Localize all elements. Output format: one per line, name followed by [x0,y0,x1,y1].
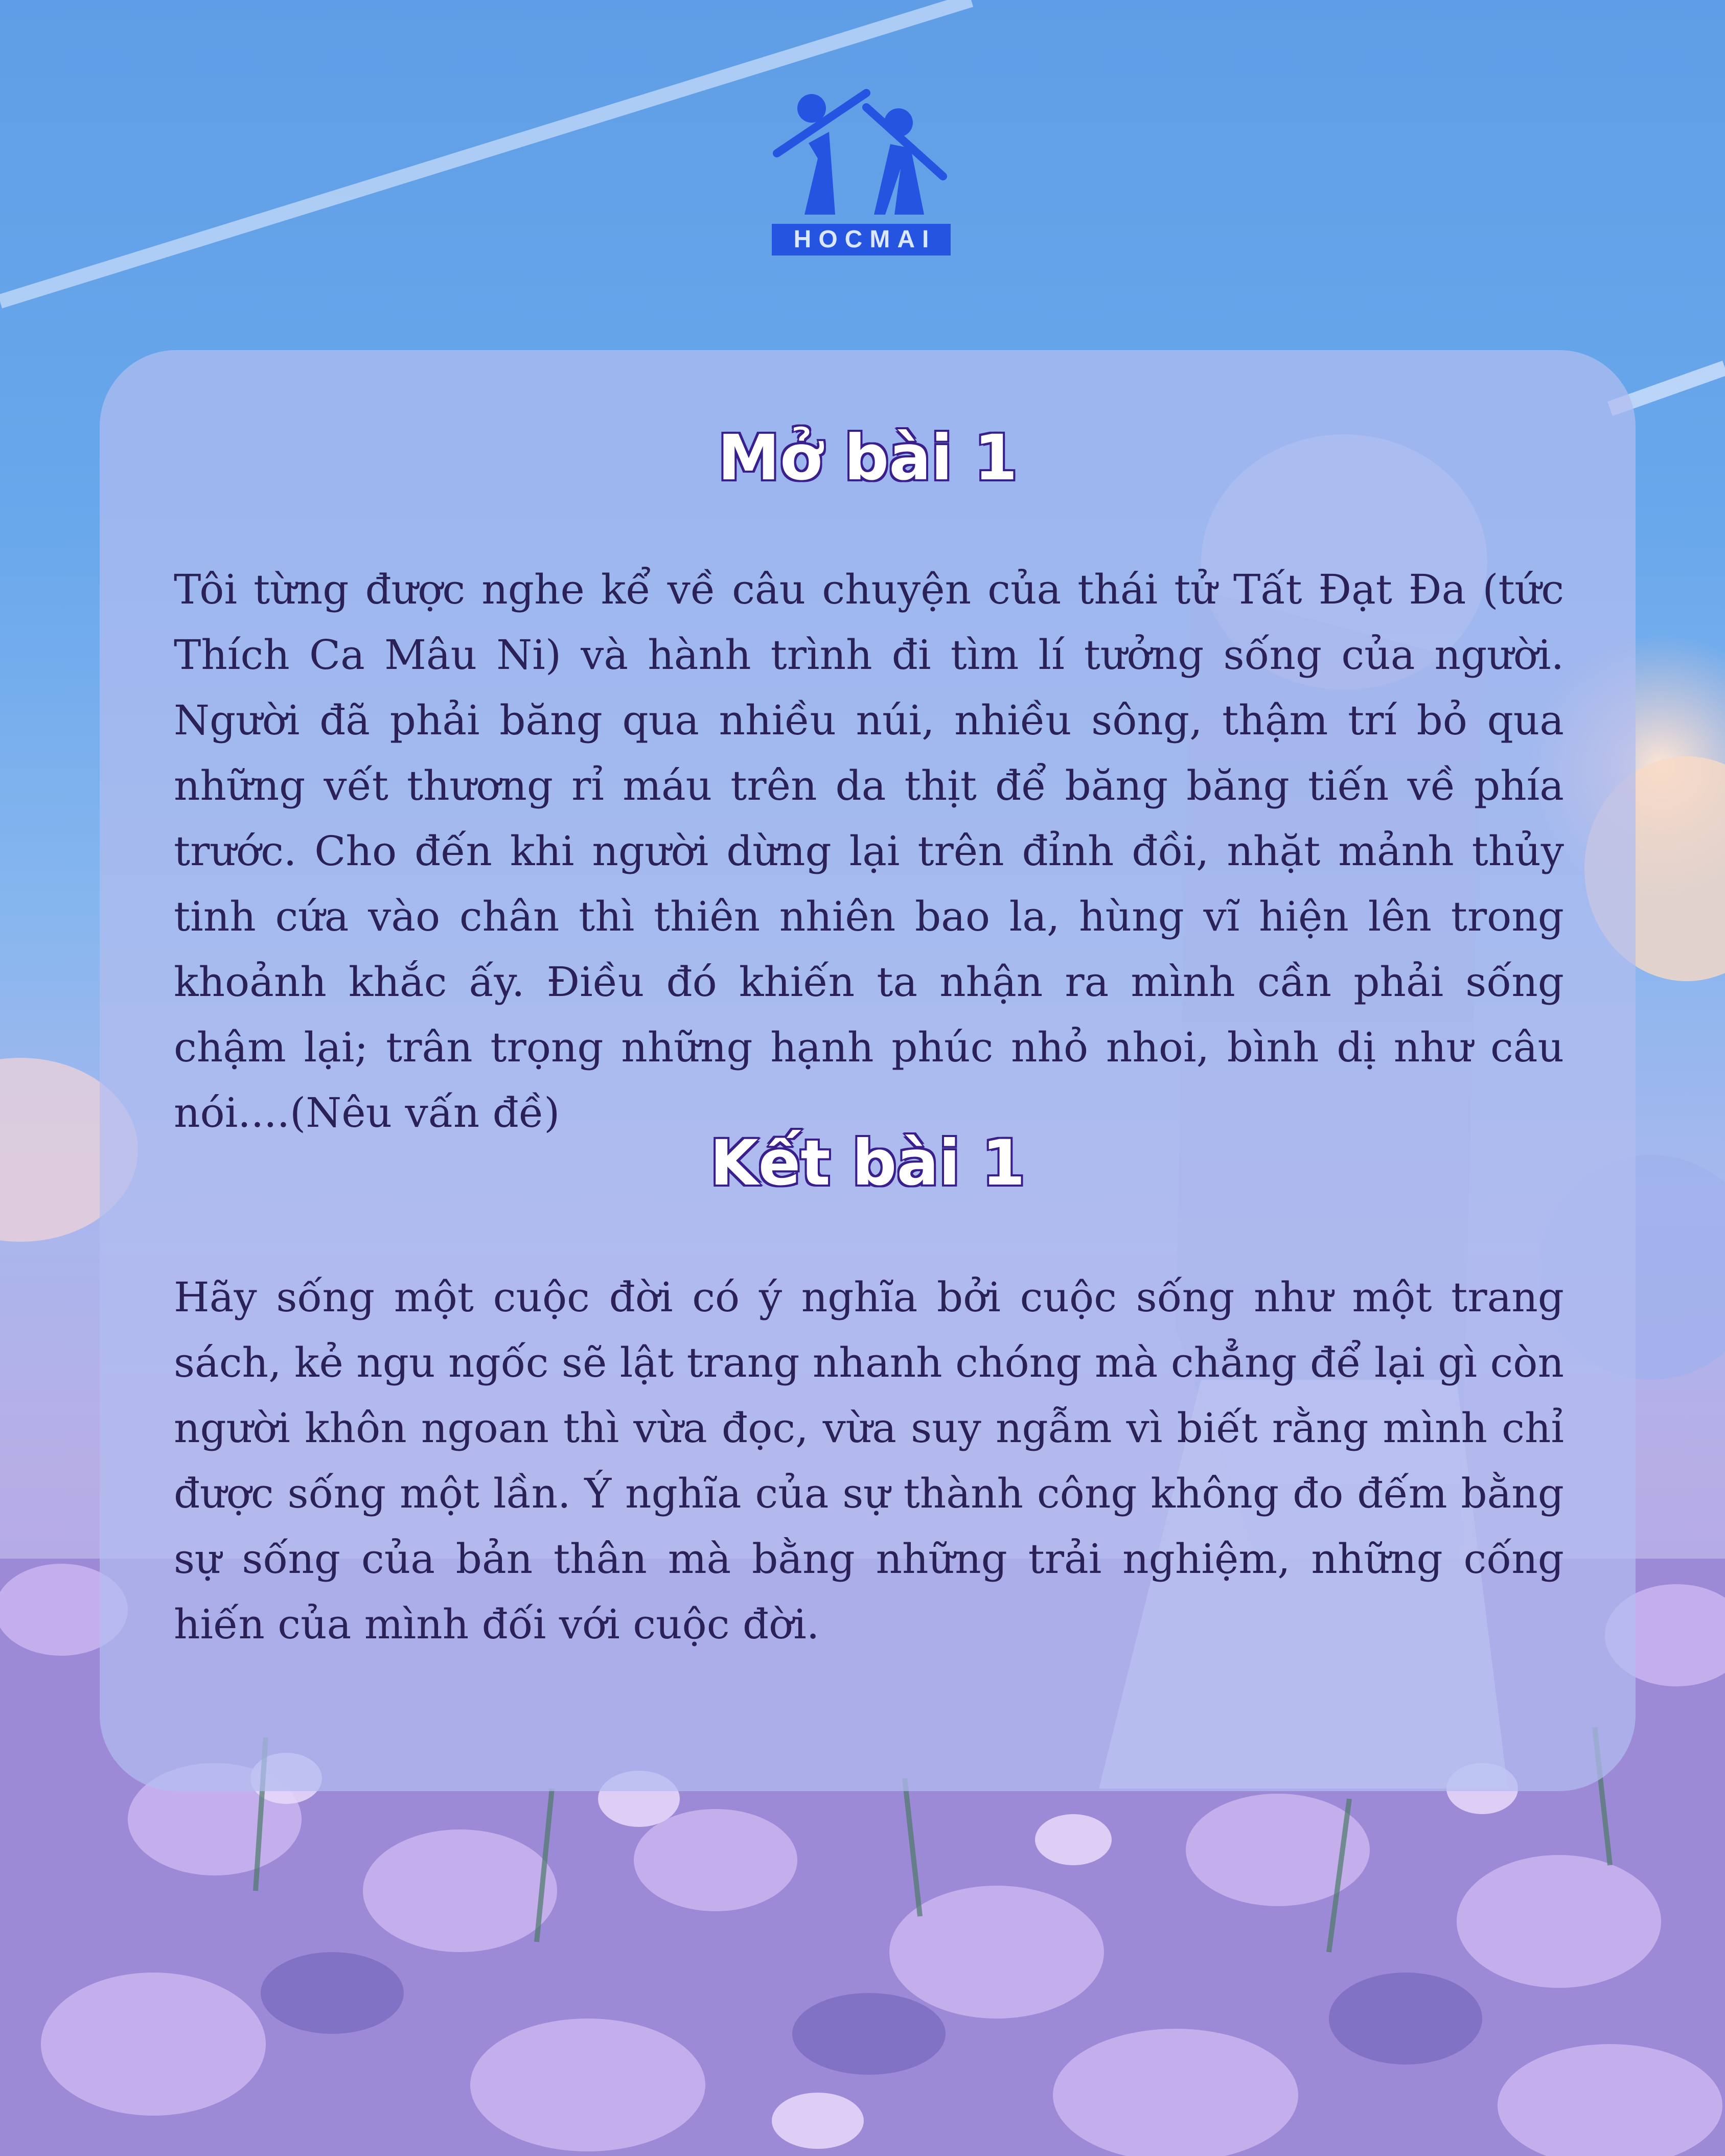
content-panel [100,350,1636,1791]
section-body-conclusion: Hãy sống một cuộc đời có ý nghĩa bởi cuộc sống như một trang sách, kẻ ngu ngốc sẽ lật trang nhanh chóng mà chẳng để lại gì còn người khôn ngoan thì vừa đọc, vừa suy ngẫm vì biết rằng mình chỉ được sống một lần. Ý nghĩa của sự thành công không đo đếm bằng sự sống của bản thân mà bằng những trải nghiệm, những cống hiến của mình đối với cuộc đời. [174,1273,1564,1648]
logo-wordmark: HOCMAI [772,224,951,256]
section-body-intro: Tôi từng được nghe kể về câu chuyện của thái tử Tất Đạt Đa (tức Thích Ca Mâu Ni) và hành trình đi tìm lí tưởng sống của người. Người đã phải băng qua nhiều núi, nhiều sông, thậm trí bỏ qua những vết thương rỉ máu trên da thịt để băng băng tiến về phía trước. Cho đến khi người dừng lại trên đỉnh đồi, nhặt mảnh thủy tinh cứa vào chân thì thiên nhiên bao la, hùng vĩ hiện lên trong khoảnh khắc ấy. Điều đó khiến ta nhận ra mình cần phải sống chậm lại; trân trọng những hạnh phúc nhỏ nhoi, bình dị như câu nói....(Nêu vấn đề) [174,566,1564,1137]
two-people-logo-icon [772,87,951,220]
section-heading-conclusion: Kết bài 1 [710,1127,1025,1199]
section-heading-intro: Mở bài 1 [718,422,1018,494]
hocmai-logo [772,87,951,256]
